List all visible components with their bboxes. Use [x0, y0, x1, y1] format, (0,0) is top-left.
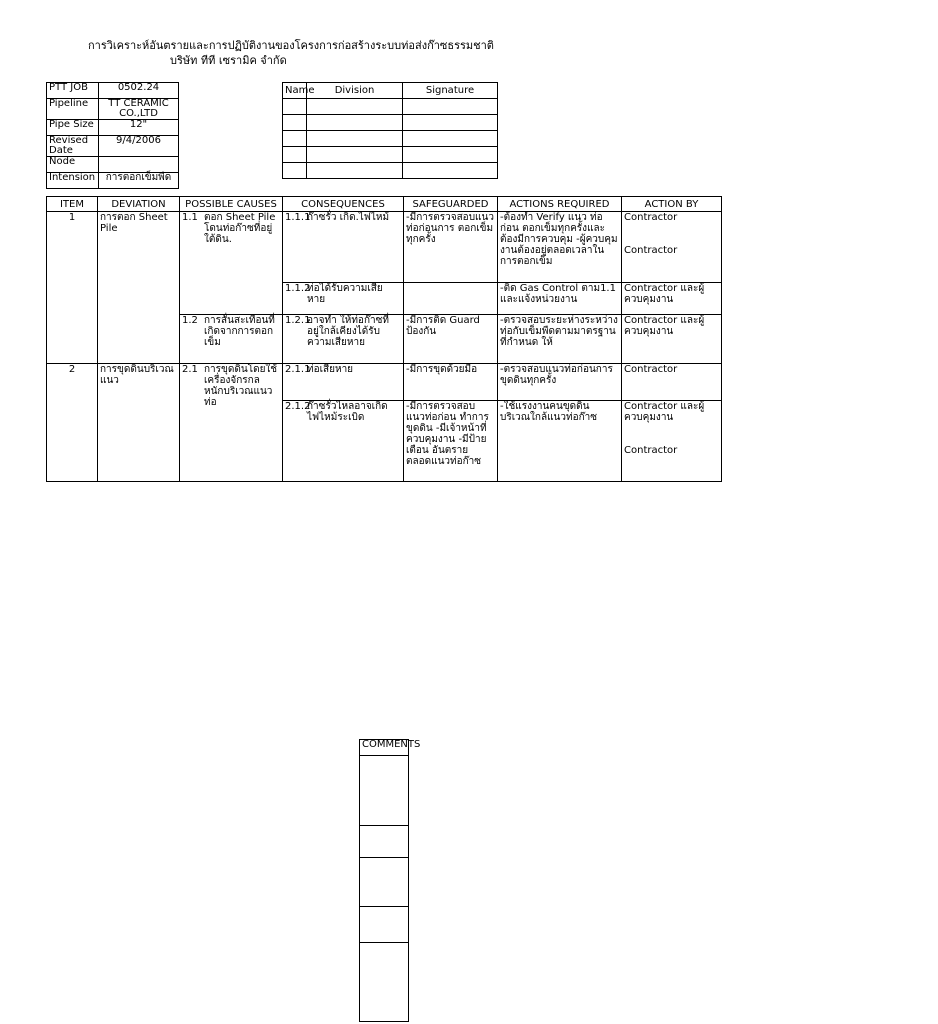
info-key: Node	[47, 157, 99, 173]
table-row	[47, 212, 722, 283]
safeguard-cell: -มีการขุดด้วยมือ	[404, 364, 498, 401]
action-cell: -ตรวจสอบแนวท่อก่อนการขุดดินทุกครั้ง	[498, 364, 622, 401]
info-row-pipeline	[47, 99, 179, 120]
consequence-text: ก๊าซรั่ว เกิด.ไฟไหม้	[307, 212, 390, 223]
header-safeguarded: SAFEGUARDED	[404, 197, 498, 212]
header-consequences: CONSEQUENCES	[283, 197, 404, 212]
comment-cell	[360, 858, 409, 907]
signature-cell	[403, 131, 498, 147]
deviation-cell: การขุดดินบริเวณแนว	[98, 364, 180, 482]
name-cell	[283, 147, 307, 163]
action-cell: -ต้องทำ Verify แนว ท่อก่อน ตอกเข็มทุกครั้งและต้องมีการควบคุม -ผู้ควบคุมงานต้องอยู่ตลอดเวลาในการตอกเข็ม	[498, 212, 622, 283]
action-cell: -ใช้แรงงานคนขุดดินบริเวณใกล้แนวท่อก๊าซ	[498, 401, 622, 482]
action-by-text: Contractor และผู้ควบคุมงาน	[624, 401, 705, 423]
header-actions-required: ACTIONS REQUIRED	[498, 197, 622, 212]
action-by-cell: Contractor และผู้ควบคุมงาน	[622, 315, 722, 364]
document-title-line1: การวิเคราะห์อันตรายและการปฏิบัติงานของโครงการก่อสร้างระบบท่อส่งก๊าซธรรมชาติ	[88, 39, 494, 52]
comment-cell	[360, 826, 409, 858]
cause-cell	[180, 315, 283, 364]
safeguard-cell: -มีการตรวจสอบ แนวท่อก่อน ทำการ ขุดดิน -มีเจ้าหน้าที่ควบคุมงาน -มีป้ายเตือน อันตราย ตลอดแนวท่อก๊าซ	[404, 401, 498, 482]
consequence-text: อาจทำ ให้ท่อก๊าซที่อยู่ใกล้เคียงได้รับความเสียหาย	[307, 315, 389, 348]
action-by-cell: Contractor	[622, 364, 722, 401]
comments-header: COMMENTS	[360, 740, 409, 756]
comment-cell	[360, 943, 409, 1022]
header-division: Division	[307, 83, 403, 99]
header-possible-causes: POSSIBLE CAUSES	[180, 197, 283, 212]
table-row	[47, 364, 722, 401]
info-row-intension	[47, 173, 179, 189]
comments-table	[359, 739, 421, 1022]
name-cell	[283, 163, 307, 179]
signature-cell	[403, 163, 498, 179]
hazop-table	[46, 196, 722, 482]
cause-number: 1.1	[182, 212, 198, 223]
consequence-number: 1.2.1	[285, 315, 311, 326]
info-row-pipe-size	[47, 120, 179, 136]
signature-header-row	[283, 83, 498, 99]
info-value: 12"	[99, 120, 179, 136]
info-value: TT CERAMIC CO.,LTD	[99, 99, 179, 120]
safeguard-cell: -มีการติด Guard ป้องกัน	[404, 315, 498, 364]
action-by-text: Contractor	[624, 212, 678, 223]
action-by-cell: Contractor และผู้ควบคุมงาน	[622, 283, 722, 315]
item-number: 1	[47, 212, 98, 364]
header-item: ITEM	[47, 197, 98, 212]
info-key: Pipeline	[47, 99, 99, 120]
header-signature: Signature	[403, 83, 498, 99]
action-by-text: Contractor	[624, 245, 678, 256]
division-cell	[307, 163, 403, 179]
action-by-cell	[622, 212, 722, 283]
consequence-cell	[283, 212, 404, 283]
consequence-cell	[283, 364, 404, 401]
document-title-line2: บริษัท ทีที เซรามิค จำกัด	[170, 54, 287, 67]
cause-number: 2.1	[182, 364, 198, 375]
item-number: 2	[47, 364, 98, 482]
action-cell: -ติด Gas Control ตาม1.1 และแจ้งหน่วยงาน	[498, 283, 622, 315]
signature-cell	[403, 115, 498, 131]
info-key: PTT JOB	[47, 83, 99, 99]
hazop-header-row	[47, 197, 722, 212]
cause-cell	[180, 364, 283, 482]
cause-text: ตอก Sheet Pile โดนท่อก๊าซที่อยู่ใต้ดิน.	[204, 212, 276, 245]
info-row-revised-date	[47, 136, 179, 157]
info-value: 9/4/2006	[99, 136, 179, 157]
name-cell	[283, 115, 307, 131]
cause-text: การขุดดินโดยใช้เครื่องจักรกลหนักบริเวณแนวท่อ	[204, 364, 278, 408]
consequence-text: ท่อได้รับความเสียหาย	[307, 283, 383, 305]
consequence-text: ก๊าซรั่วไหลอาจเกิดไฟไหม้ระเบิด	[307, 401, 388, 423]
spacer	[624, 223, 719, 245]
signature-cell	[403, 99, 498, 115]
cause-number: 1.2	[182, 315, 198, 326]
safeguard-cell	[404, 283, 498, 315]
header-action-by: ACTION BY	[622, 197, 722, 212]
cause-cell	[180, 212, 283, 315]
action-by-text: Contractor	[624, 445, 678, 456]
name-cell	[283, 99, 307, 115]
spacer	[624, 423, 719, 445]
info-value	[99, 157, 179, 173]
consequence-number: 1.1.2	[285, 283, 311, 294]
info-value: 0502.24	[99, 83, 179, 99]
consequence-cell	[283, 315, 404, 364]
consequence-number: 2.1.1	[285, 364, 311, 375]
signature-row	[283, 147, 498, 163]
signature-table	[282, 82, 498, 179]
division-cell	[307, 131, 403, 147]
info-row-ptt-job	[47, 83, 179, 99]
info-row-node	[47, 157, 179, 173]
signature-row	[283, 163, 498, 179]
consequence-number: 2.1.2	[285, 401, 311, 412]
header-name: Name	[283, 83, 307, 99]
job-info-table	[46, 82, 179, 189]
name-cell	[283, 131, 307, 147]
consequence-text: ท่อเสียหาย	[307, 364, 354, 375]
consequence-number: 1.1.1	[285, 212, 311, 223]
signature-cell	[403, 147, 498, 163]
consequence-cell	[283, 283, 404, 315]
signature-row	[283, 99, 498, 115]
safeguard-cell: -มีการตรวจสอบแนวท่อก่อนการ ตอกเข็มทุกครั้ง	[404, 212, 498, 283]
action-cell: -ตรวจสอบระยะห่างระหว่างท่อกับเข็มพืดตามมาตรฐานที่กำหนด ให้	[498, 315, 622, 364]
cause-text: การสั่นสะเทือนที่เกิดจากการตอกเข็ม	[204, 315, 275, 348]
action-by-cell	[622, 401, 722, 482]
deviation-cell: การตอก Sheet Pile	[98, 212, 180, 364]
info-key: Revised Date	[47, 136, 99, 157]
signature-row	[283, 115, 498, 131]
division-cell	[307, 115, 403, 131]
comment-cell	[360, 756, 409, 826]
division-cell	[307, 99, 403, 115]
consequence-cell	[283, 401, 404, 482]
info-value: การตอกเข็มพืด	[99, 173, 179, 189]
info-key: Pipe Size	[47, 120, 99, 136]
header-deviation: DEVIATION	[98, 197, 180, 212]
info-key: Intension	[47, 173, 99, 189]
comment-cell	[360, 907, 409, 943]
signature-row	[283, 131, 498, 147]
division-cell	[307, 147, 403, 163]
